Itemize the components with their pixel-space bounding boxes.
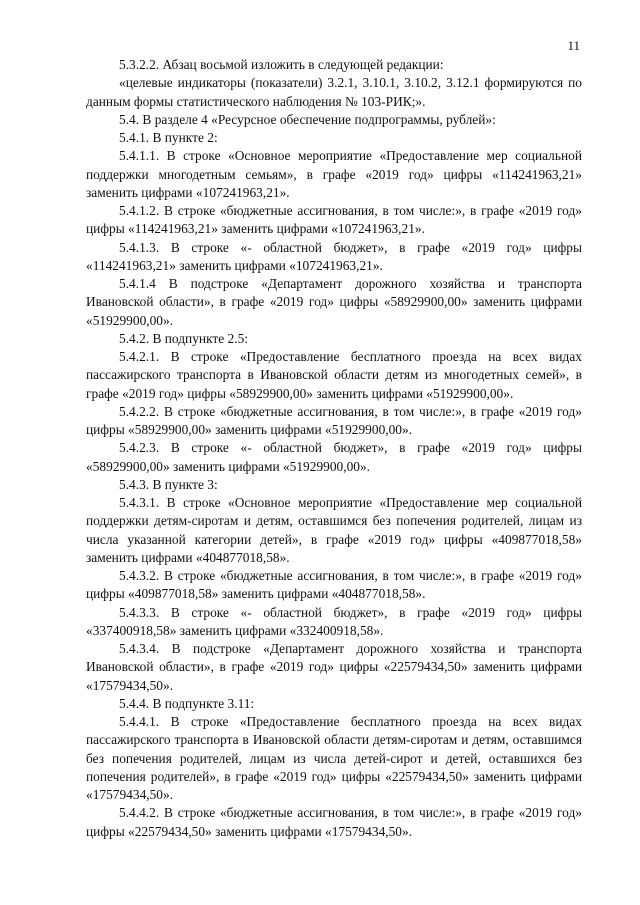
paragraph: 5.4.1.4 В подстроке «Департамент дорожного хозяйства и транспорта Ивановской области», в графе «2019 год» цифры «58929900,00» заменить цифрами «51929900,00».: [86, 276, 582, 328]
paragraph: 5.4.3.1. В строке «Основное мероприятие «Предоставление мер социальной поддержки детям-сиротам и детям, оставшимся без попечения родителей, лицам из числа указанной категории детей», в графе «2019 год» цифры «409877018,58» заменить цифрами «404877018,58».: [86, 495, 582, 565]
paragraph: 5.4.3.2. В строке «бюджетные ассигнования, в том числе:», в графе «2019 год» цифры «409877018,58» заменить цифрами «404877018,58».: [86, 568, 582, 602]
paragraph: 5.4.3. В пункте 3:: [119, 476, 218, 492]
paragraph: 5.4.4.2. В строке «бюджетные ассигнования, в том числе:», в графе «2019 год» цифры «22579434,50» заменить цифрами «17579434,50».: [86, 805, 582, 839]
page-number: 11: [567, 38, 580, 53]
paragraph: 5.3.2.2. Абзац восьмой изложить в следующей редакции:: [119, 57, 444, 72]
paragraph: 5.4.2.2. В строке «бюджетные ассигнования, в том числе:», в графе «2019 год» цифры «58929900,00» заменить цифрами «51929900,00».: [86, 403, 582, 437]
paragraph: 5.4.4.1. В строке «Предоставление бесплатного проезда на всех видах пассажирского транспорта в Ивановской области детям-сиротам и детям, оставшимся без попечения родителей, лицам из числа детей-сирот и детей, оставшихся без попечения родителей», в графе «2019 год» цифры «22579434,50» заменить цифрами «17579434,50».: [86, 714, 582, 802]
paragraph: «целевые индикаторы (показатели) 3.2.1, 3.10.1, 3.10.2, 3.12.1 формируются по данным формы статистического наблюдения № 103-РИК;».: [86, 75, 582, 109]
paragraph: 5.4.3.4. В подстроке «Департамент дорожного хозяйства и транспорта Ивановской области», в графе «2019 год» цифры «22579434,50» заменить цифрами «17579434,50».: [86, 641, 582, 693]
document-body: [86, 56, 582, 841]
paragraph: 5.4.4. В подпункте 3.11:: [119, 695, 255, 711]
paragraph: 5.4.3.3. В строке «- областной бюджет», в графе «2019 год» цифры «337400918,58» заменить цифрами «332400918,58».: [86, 604, 582, 638]
paragraph: 5.4.1.1. В строке «Основное мероприятие «Предоставление мер социальной поддержки многодетным семьям», в графе «2019 год» цифры «114241963,21» заменить цифрами «107241963,21».: [86, 148, 582, 200]
paragraph: 5.4.2.3. В строке «- областной бюджет», в графе «2019 год» цифры «58929900,00» заменить цифрами «51929900,00».: [86, 440, 582, 474]
paragraph: 5.4.1. В пункте 2:: [119, 130, 218, 145]
paragraph: 5.4.2.1. В строке «Предоставление бесплатного проезда на всех видах пассажирского транспорта в Ивановской области детям из многодетных семей», в графе «2019 год» цифры «58929900,00» заменить цифрами «51929900,00».: [86, 349, 582, 401]
paragraph: 5.4. В разделе 4 «Ресурсное обеспечение подпрограммы, рублей»:: [119, 111, 496, 127]
paragraph: 5.4.1.3. В строке «- областной бюджет», в графе «2019 год» цифры «114241963,21» заменить цифрами «107241963,21».: [86, 239, 582, 273]
paragraph: 5.4.1.2. В строке «бюджетные ассигнования, в том числе:», в графе «2019 год» цифры «114241963,21» заменить цифрами «107241963,21».: [86, 203, 582, 237]
paragraph: 5.4.2. В подпункте 2.5:: [119, 330, 249, 346]
